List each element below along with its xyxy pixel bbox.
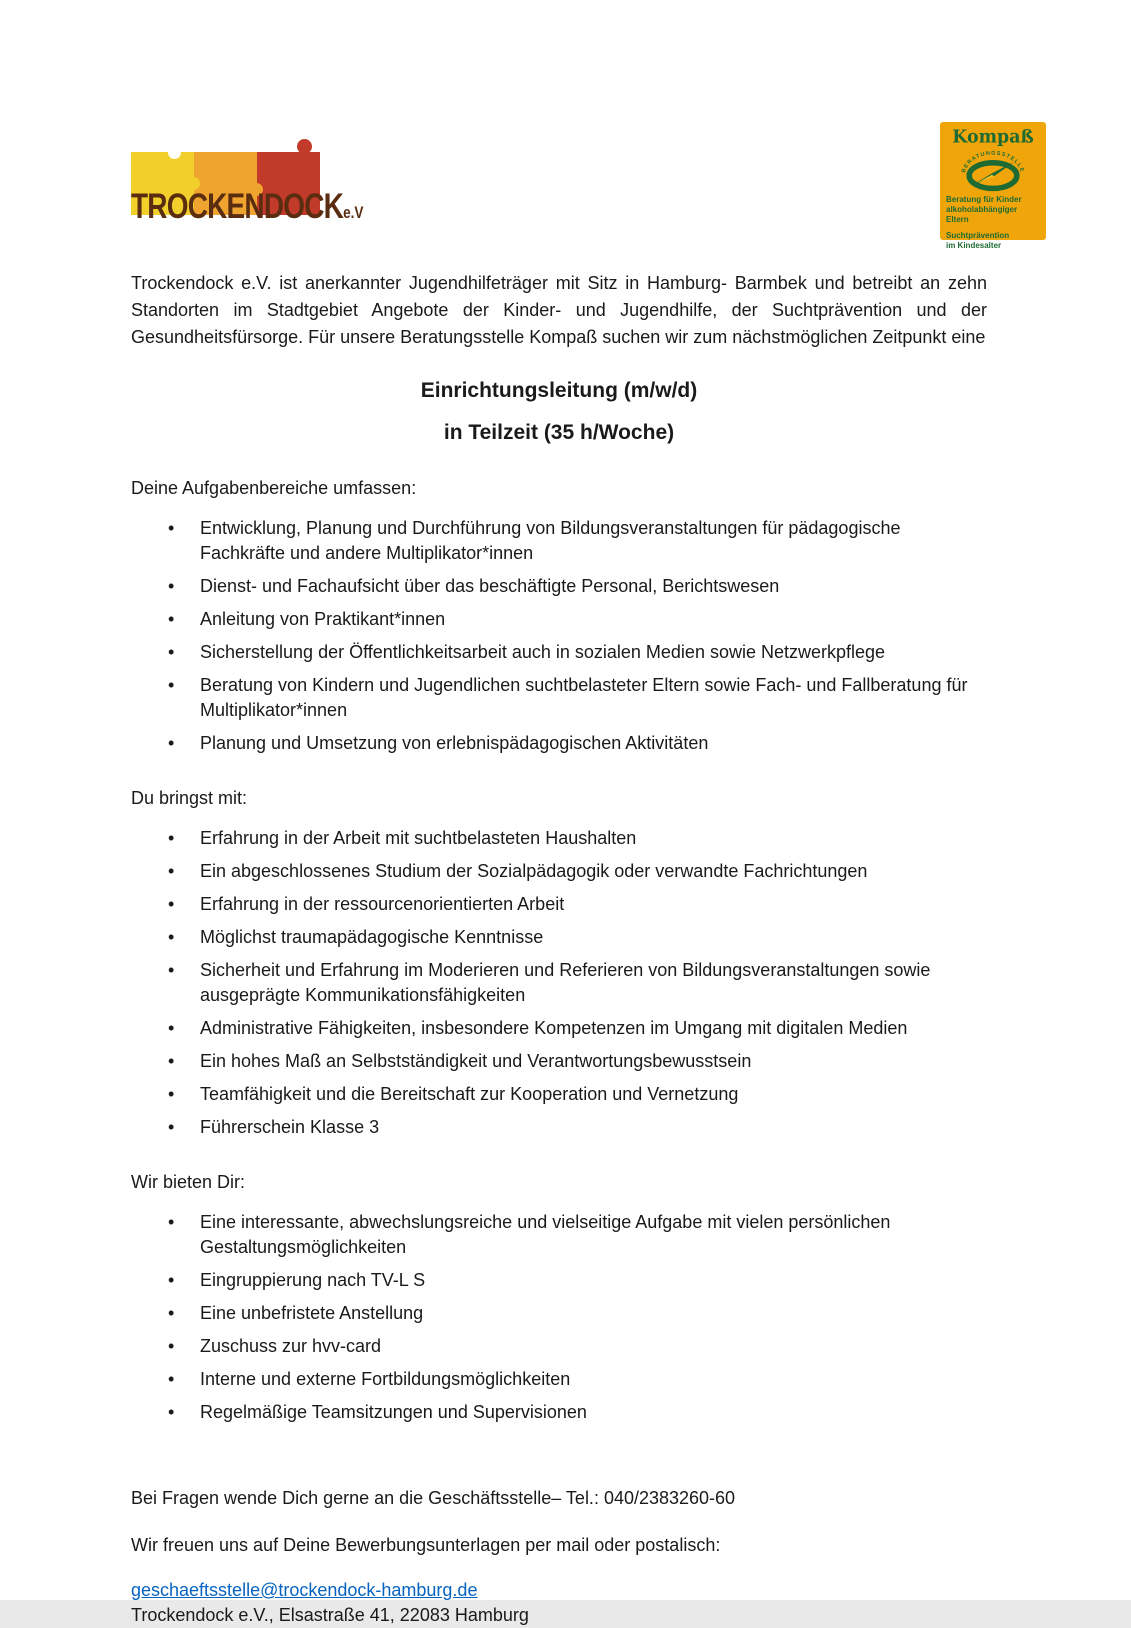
section-tasks [131,475,987,756]
list-item: • Erfahrung in der ressourcenorientierten Arbeit [131,892,987,917]
list-item: • Teamfähigkeit und die Bereitschaft zur Kooperation und Vernetzung [131,1082,987,1107]
section-offer-list [131,1210,987,1425]
list-item: • Sicherheit und Erfahrung im Moderieren und Referieren von Bildungsveranstaltungen sowie ausgeprägte Kommunikationsfähigkeiten [131,958,987,1008]
puzzle-notch-icon [168,146,181,159]
list-item: • Administrative Fähigkeiten, insbesondere Kompetenzen im Umgang mit digitalen Medien [131,1016,987,1041]
email-line [131,1578,987,1603]
list-item: • Erfahrung in der Arbeit mit suchtbelasteten Haushalten [131,826,987,851]
apply-line: Wir freuen uns auf Deine Bewerbungsunterlagen per mail oder postalisch: [131,1535,721,1555]
kompass-tagline [946,195,1040,251]
section-requirements-heading: Du bringst mit: [131,788,248,808]
list-item: • Entwicklung, Planung und Durchführung von Bildungsveranstaltungen für pädagogische Fachkräfte und andere Multiplikator*innen [131,516,987,566]
header [131,122,1046,250]
svg-text:BERATUNGSSTELLE: BERATUNGSSTELLE [961,150,1025,174]
section-offer [131,1169,987,1425]
list-item: • Eine interessante, abwechslungsreiche und vielseitige Aufgabe mit vielen persönlichen Gestaltungsmöglichkeiten [131,1210,987,1260]
puzzle-knob-red-icon [297,139,312,154]
intro-paragraph: Trockendock e.V. ist anerkannter Jugendhilfeträger mit Sitz in Hamburg- Barmbek und betreibt an zehn Standorten im Stadtgebiet Angebote der Kinder- und Jugendhilfe, der Suchtprävention und der Gesundheitsfürsorge. Für unsere Beratungsstelle Kompaß suchen wir zum nächstmöglichen Zeitpunkt eine [131,273,987,347]
document-body [131,270,987,1628]
list-item: • Zuschuss zur hvv-card [131,1334,987,1359]
list-item: • Anleitung von Praktikant*innen [131,607,987,632]
list-item: • Beratung von Kindern und Jugendlichen suchtbelasteter Eltern sowie Fach- und Fallberatung für Multiplikator*innen [131,673,987,723]
section-tasks-heading: Deine Aufgabenbereiche umfassen: [131,478,417,498]
address-line: Trockendock e.V., Elsastraße 41, 22083 Hamburg [131,1605,529,1625]
list-item: • Möglichst traumapädagogische Kenntnisse [131,925,987,950]
section-offer-heading: Wir bieten Dir: [131,1172,246,1192]
section-requirements [131,785,987,1140]
email-link[interactable]: geschaeftsstelle@trockendock-hamburg.de [131,1580,478,1600]
trockendock-logo [131,136,364,230]
kompass-tagline-line4: im Kindesalter [946,241,1002,250]
kompass-logo [940,122,1046,250]
kompass-tagline-line3: Suchtprävention [946,231,1010,240]
list-item: • Führerschein Klasse 3 [131,1115,987,1140]
job-title: Einrichtungsleitung (m/w/d) [420,379,698,402]
kompass-tagline-line2: alkoholabhängiger Eltern [946,205,1018,224]
list-item: • Sicherstellung der Öffentlichkeitsarbeit auch in sozialen Medien sowie Netzwerkpflege [131,640,987,665]
list-item: • Eingruppierung nach TV-L S [131,1268,987,1293]
kompass-tagline-line1: Beratung für Kinder [946,195,1022,204]
section-requirements-list [131,826,987,1140]
list-item: • Ein abgeschlossenes Studium der Sozialpädagogik oder verwandte Fachrichtungen [131,859,987,884]
trockendock-wordmark [131,187,364,230]
list-item: • Planung und Umsetzung von erlebnispädagogischen Aktivitäten [131,731,987,756]
list-item: • Regelmäßige Teamsitzungen und Supervisionen [131,1400,987,1425]
job-hours-title: in Teilzeit (35 h/Woche) [443,421,675,444]
trockendock-wordmark-text: TROCKENDOCK [131,187,344,226]
contact-line: Bei Fragen wende Dich gerne an die Geschäftsstelle– Tel.: 040/2383260-60 [131,1488,736,1508]
kompass-emblem-icon [947,127,1039,193]
compass-needle-highlight-icon [977,175,994,183]
section-tasks-list [131,516,987,756]
kompass-title: Kompaß [952,127,1034,148]
trockendock-wordmark-suffix: e.V [343,203,364,222]
list-item: • Interne und externe Fortbildungsmöglichkeiten [131,1367,987,1392]
list-item: • Eine unbefristete Anstellung [131,1301,987,1326]
list-item: • Ein hohes Maß an Selbstständigkeit und Verantwortungsbewusstsein [131,1049,987,1074]
list-item: • Dienst- und Fachaufsicht über das beschäftigte Personal, Berichtswesen [131,574,987,599]
